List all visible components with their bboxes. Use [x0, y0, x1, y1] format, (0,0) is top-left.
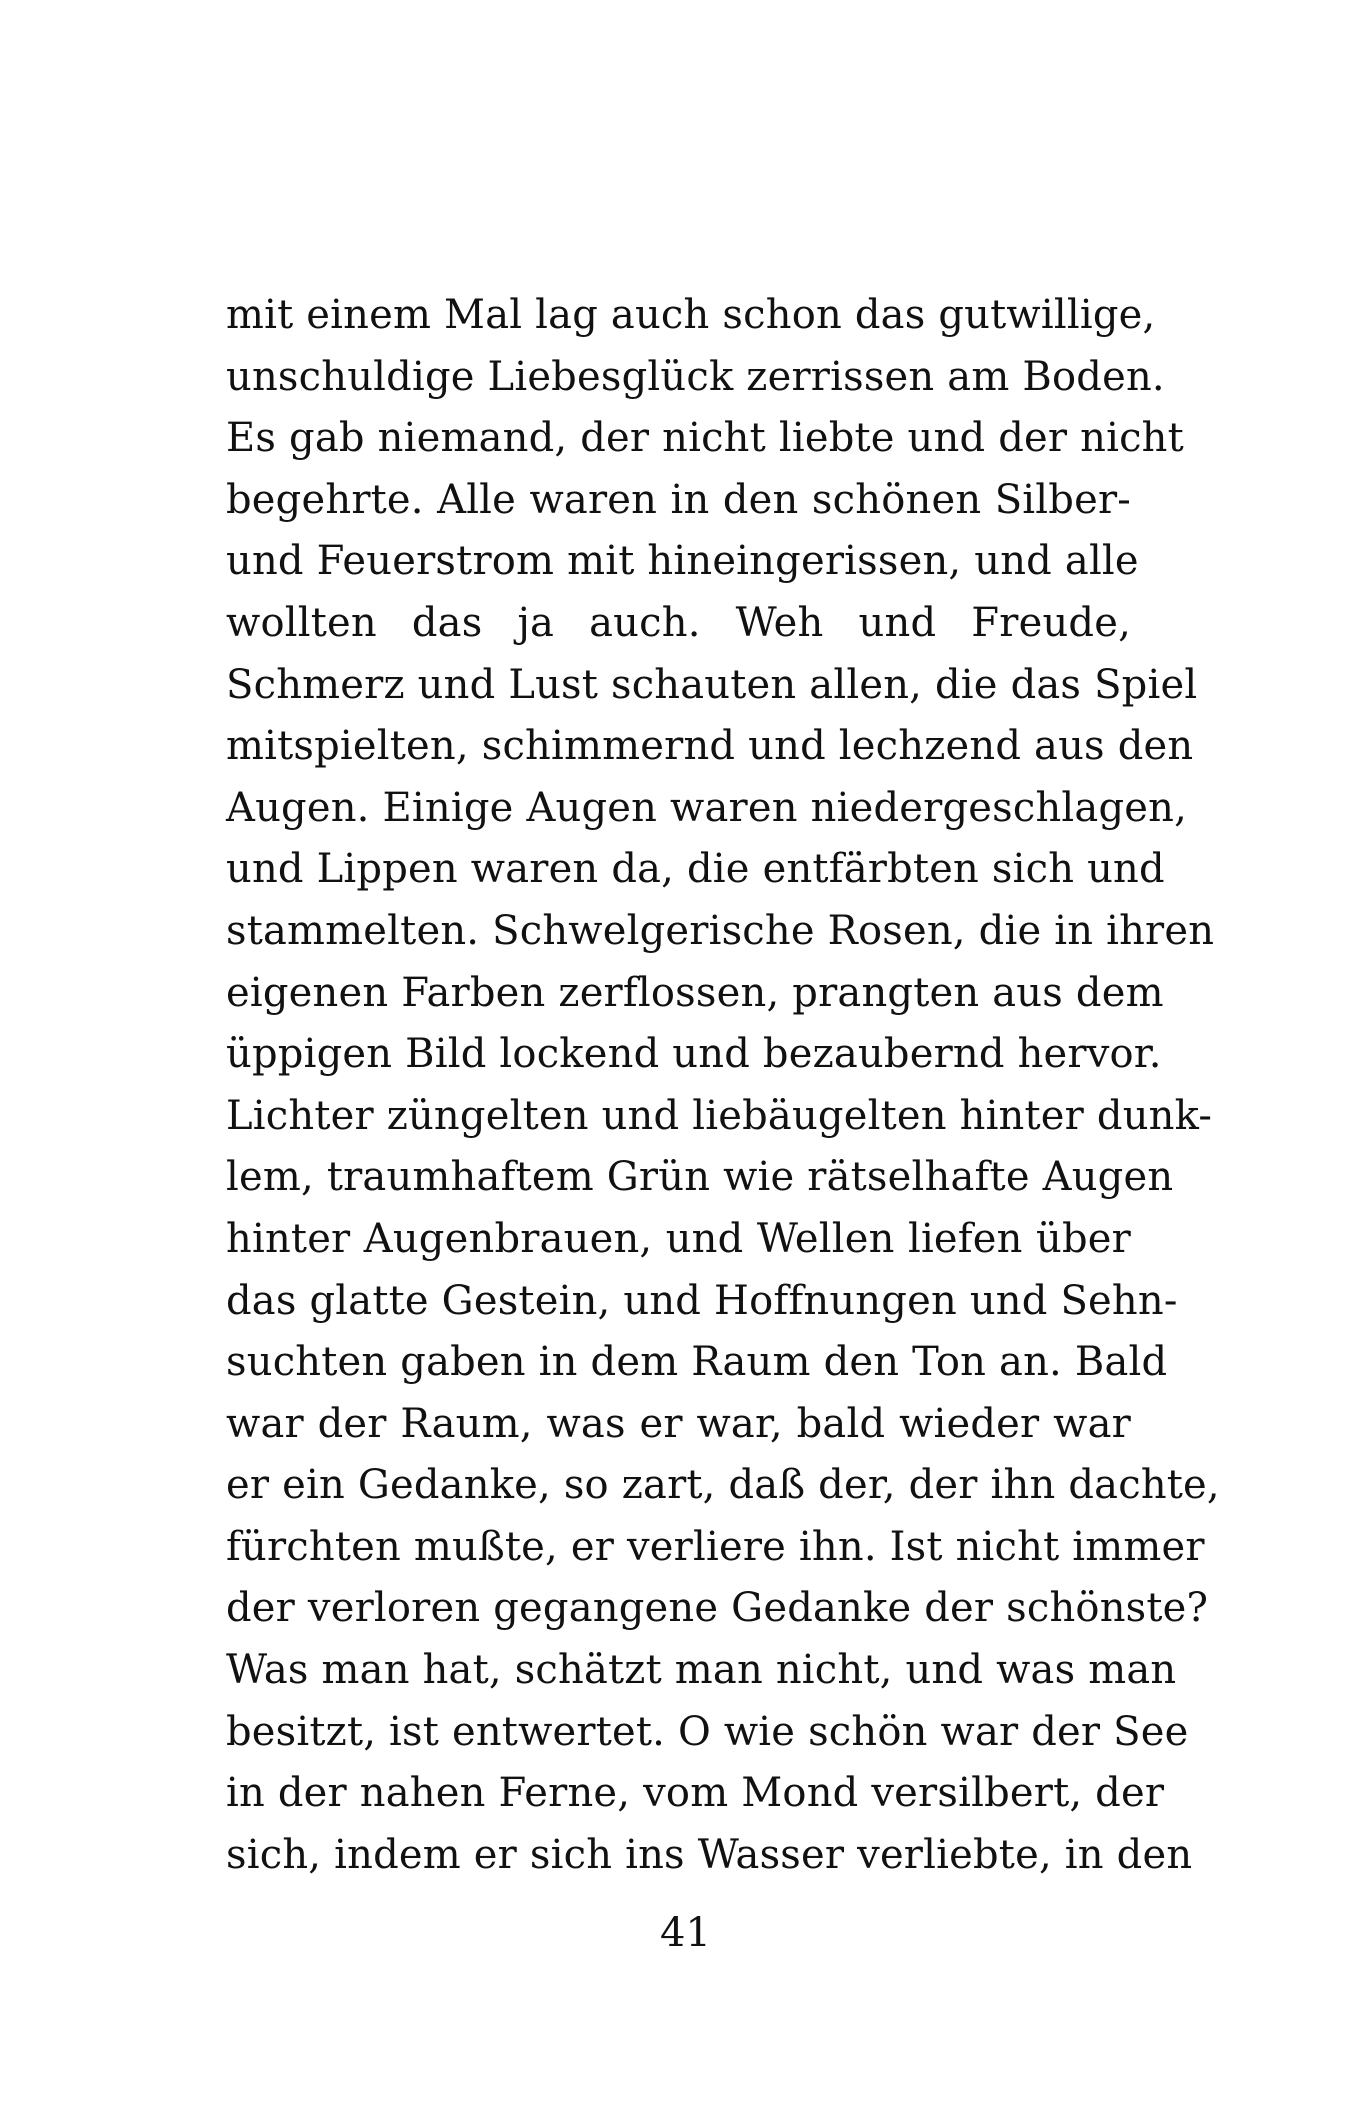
text-line: üppigen Bild lockend und bezaubernd hervor. — [226, 1031, 1162, 1078]
text-line: Es gab niemand, der nicht liebte und der nicht — [226, 415, 1184, 462]
text-line: stammelten. Schwelgerische Rosen, die in ihren — [226, 907, 1215, 954]
text-line: Augen. Einige Augen waren niedergeschlagen, — [226, 784, 1188, 831]
text-line: wollten das ja auch. Weh und Freude, — [226, 599, 1131, 646]
text-line: mit einem Mal lag auch schon das gutwillige, — [226, 292, 1156, 338]
text-line: war der Raum, was er war, bald wieder war — [226, 1400, 1131, 1447]
text-line: mitspielten, schimmernd und lechzend aus den — [226, 723, 1194, 770]
text-line: Lichter züngelten und liebäugelten hinter dunk- — [226, 1092, 1213, 1139]
text-line: das glatte Gestein, und Hoffnungen und Sehn- — [226, 1277, 1178, 1324]
text-line: sich, indem er sich ins Wasser verliebte, in den — [226, 1831, 1193, 1878]
text-line: fürchten mußte, er verliere ihn. Ist nicht immer — [226, 1523, 1205, 1570]
text-line: lem, traumhaftem Grün wie rätselhafte Augen — [226, 1154, 1174, 1201]
text-line: begehrte. Alle waren in den schönen Silber- — [226, 476, 1131, 523]
text-line: eigenen Farben zerflossen, prangten aus dem — [226, 969, 1164, 1016]
text-line: besitzt, ist entwertet. O wie schön war der See — [226, 1708, 1189, 1755]
text-line: Was man hat, schätzt man nicht, und was man — [226, 1647, 1177, 1694]
text-line: unschuldige Liebesglück zerrissen am Boden. — [226, 353, 1165, 400]
body-text — [226, 285, 1220, 1886]
text-line: der verloren gegangene Gedanke der schönste? — [226, 1585, 1209, 1632]
text-line: und Lippen waren da, die entfärbten sich und — [226, 846, 1165, 893]
text-line: hinter Augenbrauen, und Wellen liefen über — [226, 1215, 1131, 1262]
text-line: er ein Gedanke, so zart, daß der, der ihn dachte, — [226, 1462, 1220, 1509]
text-line: in der nahen Ferne, vom Mond versilbert, der — [226, 1770, 1165, 1817]
text-line: Schmerz und Lust schauten allen, die das Spiel — [226, 661, 1198, 708]
text-line: suchten gaben in dem Raum den Ton an. Bald — [226, 1339, 1168, 1386]
text-line: und Feuerstrom mit hineingerissen, und alle — [226, 538, 1139, 585]
page-number: 41 — [660, 1910, 711, 1956]
